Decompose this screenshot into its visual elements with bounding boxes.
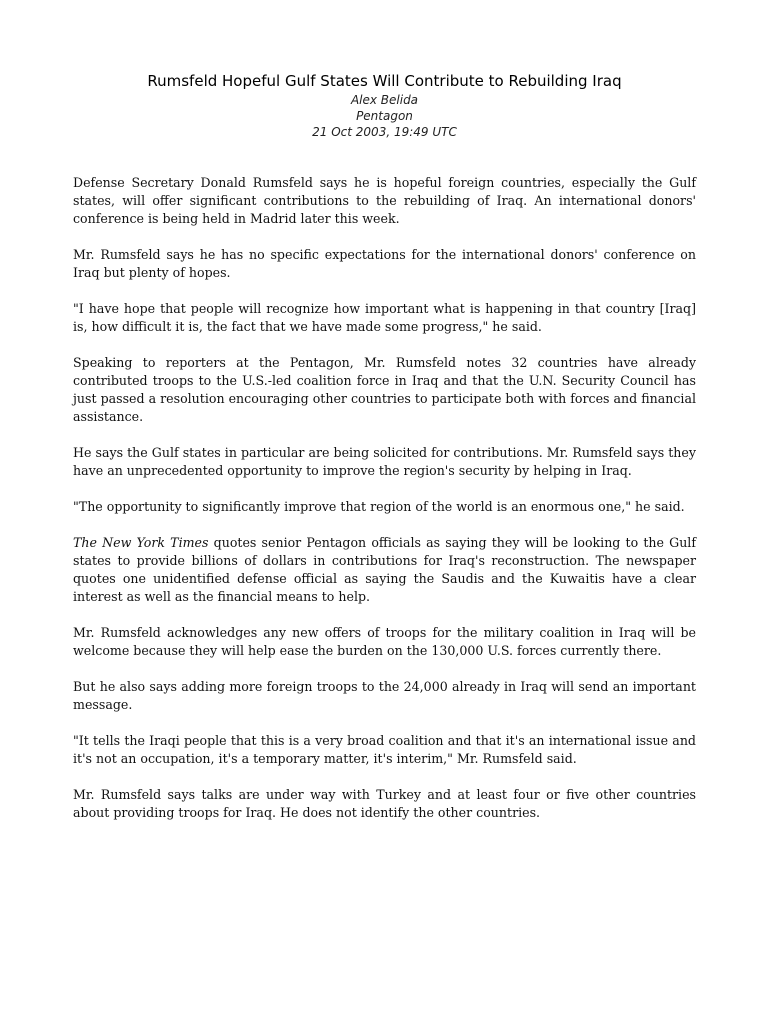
paragraph: "It tells the Iraqi people that this is a very broad coalition and that it's an international issue and it's not an occupation, it's a temporary matter, it's interim," Mr. Rumsfeld said.	[73, 733, 696, 766]
article-body	[73, 174, 696, 822]
paragraph: Mr. Rumsfeld acknowledges any new offers of troops for the military coalition in Iraq will be welcome because they will help ease the burden on the 130,000 U.S. forces currently there.	[73, 625, 696, 658]
paragraph: Speaking to reporters at the Pentagon, Mr. Rumsfeld notes 32 countries have already contributed troops to the U.S.-led coalition force in Iraq and that the U.N. Security Council has just passed a resolution encouraging other countries to participate both with forces and financial assistance.	[73, 355, 696, 424]
paragraph: "I have hope that people will recognize how important what is happening in that country [Iraq] is, how difficult it is, the fact that we have made some progress," he said.	[73, 301, 696, 334]
publication-name: The New York Times	[73, 535, 209, 550]
paragraph: But he also says adding more foreign troops to the 24,000 already in Iraq will send an important message.	[73, 679, 696, 712]
paragraph: Mr. Rumsfeld says talks are under way with Turkey and at least four or five other countries about providing troops for Iraq. He does not identify the other countries.	[73, 787, 696, 820]
article-author: Alex Belida	[350, 93, 419, 107]
paragraph-with-publication	[73, 534, 696, 606]
article-datetime: 21 Oct 2003, 19:49 UTC	[312, 125, 457, 139]
paragraph: Mr. Rumsfeld says he has no specific expectations for the international donors' conference on Iraq but plenty of hopes.	[73, 247, 696, 280]
article-header	[73, 0, 696, 140]
document-page	[73, 0, 696, 840]
paragraph: Defense Secretary Donald Rumsfeld says he is hopeful foreign countries, especially the Gulf states, will offer significant contributions to the rebuilding of Iraq. An international donors' conference is being held in Madrid later this week.	[73, 175, 696, 226]
paragraph-text: quotes senior Pentagon officials as saying they will be looking to the Gulf states to provide billions of dollars in contributions for Iraq's reconstruction. The newspaper quotes one unidentified defense official as saying the Saudis and the Kuwaitis have a clear interest as well as the financial means to help.	[73, 535, 696, 604]
article-location: Pentagon	[356, 109, 413, 123]
paragraph: "The opportunity to significantly improve that region of the world is an enormous one," he said.	[73, 499, 685, 514]
article-title: Rumsfeld Hopeful Gulf States Will Contribute to Rebuilding Iraq	[147, 72, 622, 90]
paragraph: He says the Gulf states in particular are being solicited for contributions. Mr. Rumsfeld says they have an unprecedented opportunity to improve the region's security by helping in Iraq.	[73, 445, 696, 478]
